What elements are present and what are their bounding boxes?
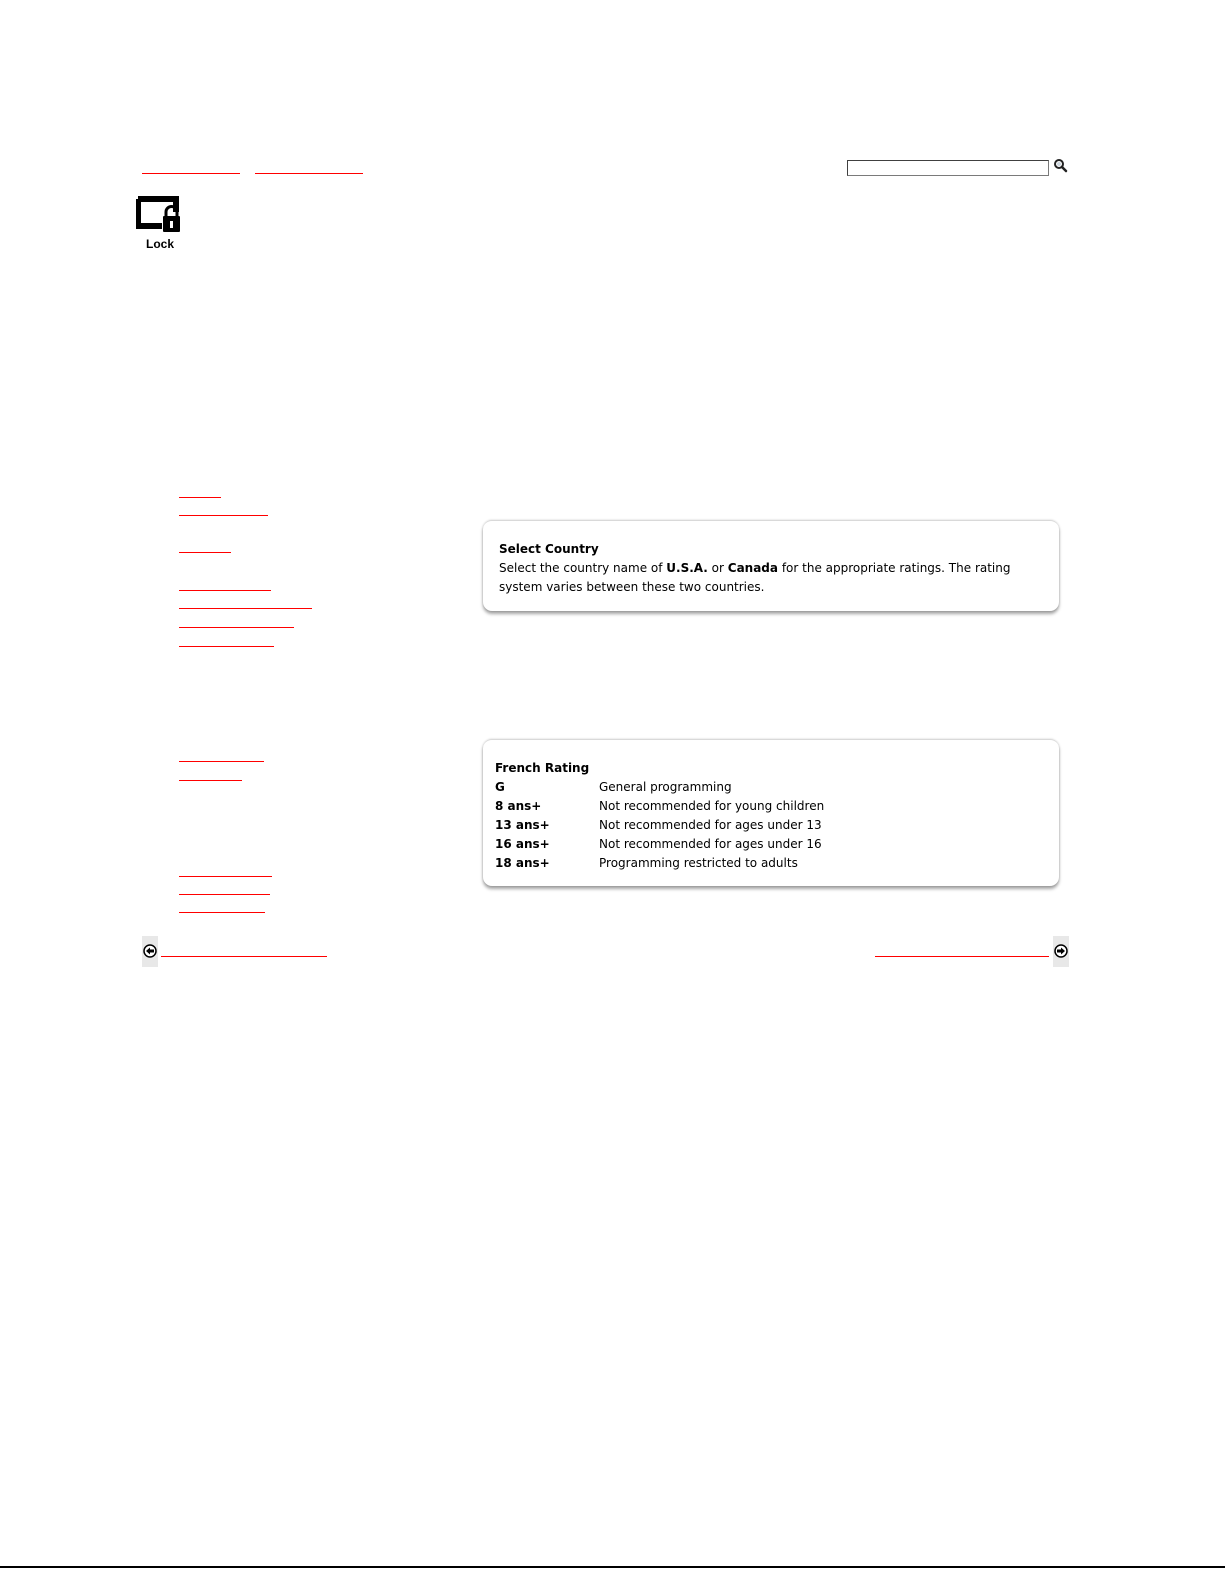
table-row [495,816,824,835]
panel-title: French Rating [495,761,590,775]
sidebar-link[interactable] [179,627,294,628]
breadcrumb-link-1[interactable] [142,173,240,174]
panel-top-edge [483,739,1059,750]
sidebar-link[interactable] [179,552,231,553]
section-label: Lock [145,237,174,251]
sidebar-link[interactable] [179,590,271,591]
rating-table [495,778,824,873]
table-row [495,778,824,797]
panel-top-edge [483,520,1059,531]
sidebar-link[interactable] [179,780,242,781]
sidebar-link[interactable] [179,894,270,895]
arrow-left-circle-icon [143,944,157,958]
sidebar-link[interactable] [179,646,274,647]
sidebar-link[interactable] [179,608,312,609]
select-country-panel [483,520,1059,611]
rating-description: Not recommended for young children [599,799,825,813]
rating-code: 16 ans+ [495,837,550,851]
panel-description: Select the country name of U.S.A. or Canada for the appropriate ratings. The rating system varies between these two countries. [499,561,1011,594]
table-row [495,835,824,854]
rating-description: Not recommended for ages under 13 [599,818,822,832]
lock-icon [136,196,184,236]
sidebar-link[interactable] [179,876,272,877]
rating-code: 13 ans+ [495,818,550,832]
magnifier-icon [1053,158,1069,174]
table-row [495,797,824,816]
next-page-button[interactable] [1053,936,1069,967]
breadcrumb-link-2[interactable] [255,173,363,174]
sidebar-link[interactable] [179,497,221,498]
country-canada: Canada [727,561,778,575]
sidebar-link[interactable] [179,761,264,762]
french-rating-panel [483,739,1059,886]
search-input[interactable] [847,160,1049,176]
next-page-link[interactable] [875,956,1049,957]
search-button[interactable] [1053,158,1069,174]
rating-code: 8 ans+ [495,799,542,813]
country-usa: U.S.A. [666,561,708,575]
rating-description: Programming restricted to adults [599,856,798,870]
rating-description: General programming [599,780,732,794]
rating-code: G [495,780,505,794]
sidebar-link[interactable] [179,515,268,516]
prev-page-button[interactable] [142,936,158,967]
rating-code: 18 ans+ [495,856,550,870]
panel-title: Select Country [499,542,599,556]
sidebar-link[interactable] [179,912,265,913]
rating-description: Not recommended for ages under 16 [599,837,822,851]
arrow-right-circle-icon [1054,944,1068,958]
prev-page-link[interactable] [161,956,327,957]
page-bottom-divider [0,1566,1225,1568]
table-row [495,854,824,873]
